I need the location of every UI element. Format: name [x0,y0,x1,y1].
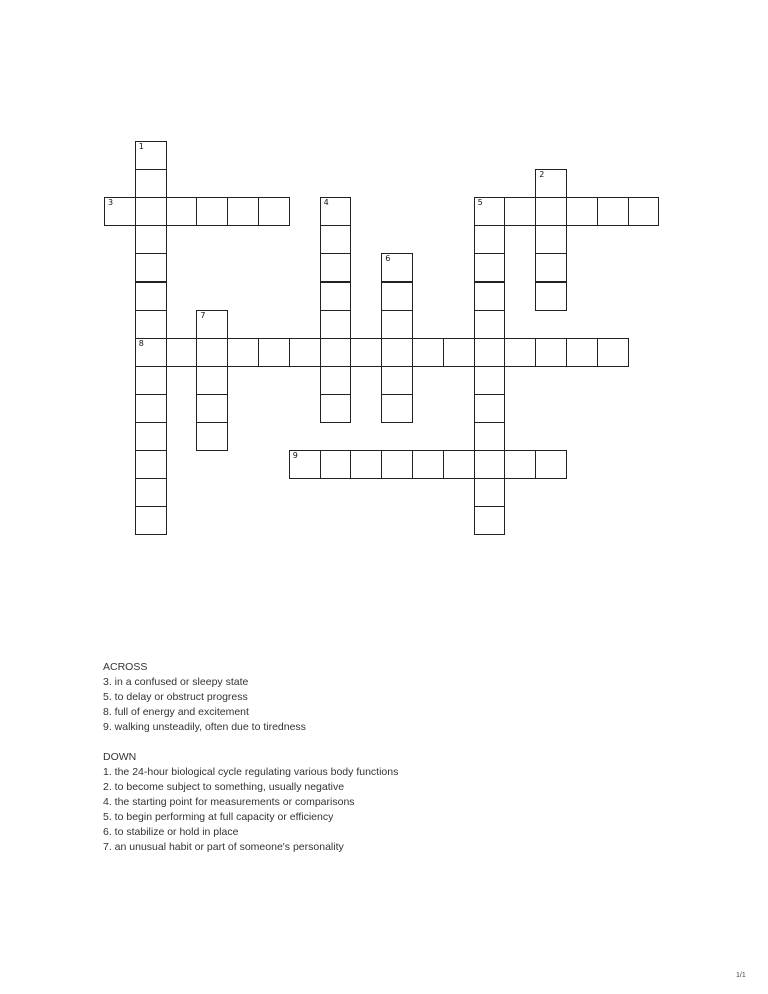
grid-cell[interactable] [628,197,660,226]
grid-cell[interactable] [135,338,167,367]
grid-cell[interactable] [474,450,506,479]
grid-cell[interactable] [320,253,352,282]
grid-cell[interactable] [289,450,321,479]
grid-cell[interactable] [535,450,567,479]
grid-cell[interactable] [381,338,413,367]
grid-cell[interactable] [504,338,536,367]
grid-cell[interactable] [166,197,198,226]
down-heading: DOWN [103,751,137,763]
down-clue: 1. the 24-hour biological cycle regulating various body functions [103,766,399,778]
grid-cell[interactable] [135,225,167,254]
grid-cell[interactable] [135,282,167,311]
grid-cell[interactable] [320,366,352,395]
grid-cell[interactable] [412,338,444,367]
clue-number: 2 [539,170,545,180]
grid-cell[interactable] [535,225,567,254]
grid-cell[interactable] [474,422,506,451]
clue-number: 9 [292,451,298,461]
grid-cell[interactable] [535,253,567,282]
grid-cell[interactable] [258,338,290,367]
grid-cell[interactable] [135,197,167,226]
grid-cell[interactable] [196,310,228,339]
grid-cell[interactable] [320,282,352,311]
grid-cell[interactable] [474,366,506,395]
grid-cell[interactable] [320,394,352,423]
grid-cell[interactable] [412,450,444,479]
grid-cell[interactable] [196,394,228,423]
grid-cell[interactable] [135,169,167,198]
clue-number: 6 [385,254,391,264]
across-clue: 9. walking unsteadily, often due to tiredness [103,721,306,733]
clue-spacer [103,735,663,750]
grid-cell[interactable] [350,338,382,367]
clue-number: 1 [138,142,144,151]
grid-cell[interactable] [104,197,136,226]
grid-cell[interactable] [135,310,167,339]
grid-cell[interactable] [597,338,629,367]
grid-cell[interactable] [474,506,506,535]
grid-cell[interactable] [474,282,506,311]
across-clue: 3. in a confused or sleepy state [103,676,249,688]
grid-cell[interactable] [535,338,567,367]
grid-cell[interactable] [381,450,413,479]
clue-number: 5 [477,198,483,208]
grid-cell[interactable] [350,450,382,479]
clue-number: 8 [138,338,144,348]
grid-cell[interactable] [474,394,506,423]
down-clue: 6. to stabilize or hold in place [103,826,239,838]
grid-cell[interactable] [474,225,506,254]
grid-cell[interactable] [196,366,228,395]
clue-number: 7 [200,310,206,320]
grid-cell[interactable] [196,338,228,367]
grid-cell[interactable] [474,310,506,339]
grid-cell[interactable] [320,450,352,479]
grid-cell[interactable] [320,197,352,226]
grid-cell[interactable] [381,394,413,423]
grid-cell[interactable] [535,197,567,226]
down-clue: 5. to begin performing at full capacity or efficiency [103,811,334,823]
grid-cell[interactable] [135,506,167,535]
clue-number: 4 [323,198,329,208]
grid-cell[interactable] [227,338,259,367]
grid-cell[interactable] [135,141,167,170]
grid-cell[interactable] [443,338,475,367]
grid-cell[interactable] [381,253,413,282]
grid-cell[interactable] [474,478,506,507]
grid-cell[interactable] [135,450,167,479]
grid-cell[interactable] [135,253,167,282]
grid-cell[interactable] [566,338,598,367]
down-clue: 4. the starting point for measurements or comparisons [103,796,355,808]
grid-cell[interactable] [535,169,567,198]
grid-cell[interactable] [566,197,598,226]
clue-list [103,660,663,855]
grid-cell[interactable] [320,310,352,339]
grid-cell[interactable] [135,478,167,507]
grid-cell[interactable] [504,450,536,479]
grid-cell[interactable] [135,422,167,451]
grid-cell[interactable] [135,394,167,423]
page-number: 1/1 [736,972,746,979]
grid-cell[interactable] [135,366,167,395]
grid-cell[interactable] [320,225,352,254]
grid-cell[interactable] [443,450,475,479]
grid-cell[interactable] [597,197,629,226]
grid-cell[interactable] [474,197,506,226]
down-clue: 2. to become subject to something, usually negative [103,781,345,793]
grid-cell[interactable] [381,310,413,339]
grid-cell[interactable] [258,197,290,226]
across-heading: ACROSS [103,661,148,673]
grid-cell[interactable] [474,253,506,282]
grid-cell[interactable] [381,366,413,395]
grid-cell[interactable] [289,338,321,367]
grid-cell[interactable] [381,282,413,311]
grid-cell[interactable] [535,282,567,311]
across-clue: 8. full of energy and excitement [103,706,249,718]
grid-cell[interactable] [166,338,198,367]
grid-cell[interactable] [474,338,506,367]
grid-cell[interactable] [196,197,228,226]
grid-cell[interactable] [320,338,352,367]
down-clue: 7. an unusual habit or part of someone's personality [103,841,344,853]
grid-cell[interactable] [504,197,536,226]
grid-cell[interactable] [227,197,259,226]
grid-cell[interactable] [196,422,228,451]
across-clue: 5. to delay or obstruct progress [103,691,248,703]
clue-number: 3 [108,198,114,208]
